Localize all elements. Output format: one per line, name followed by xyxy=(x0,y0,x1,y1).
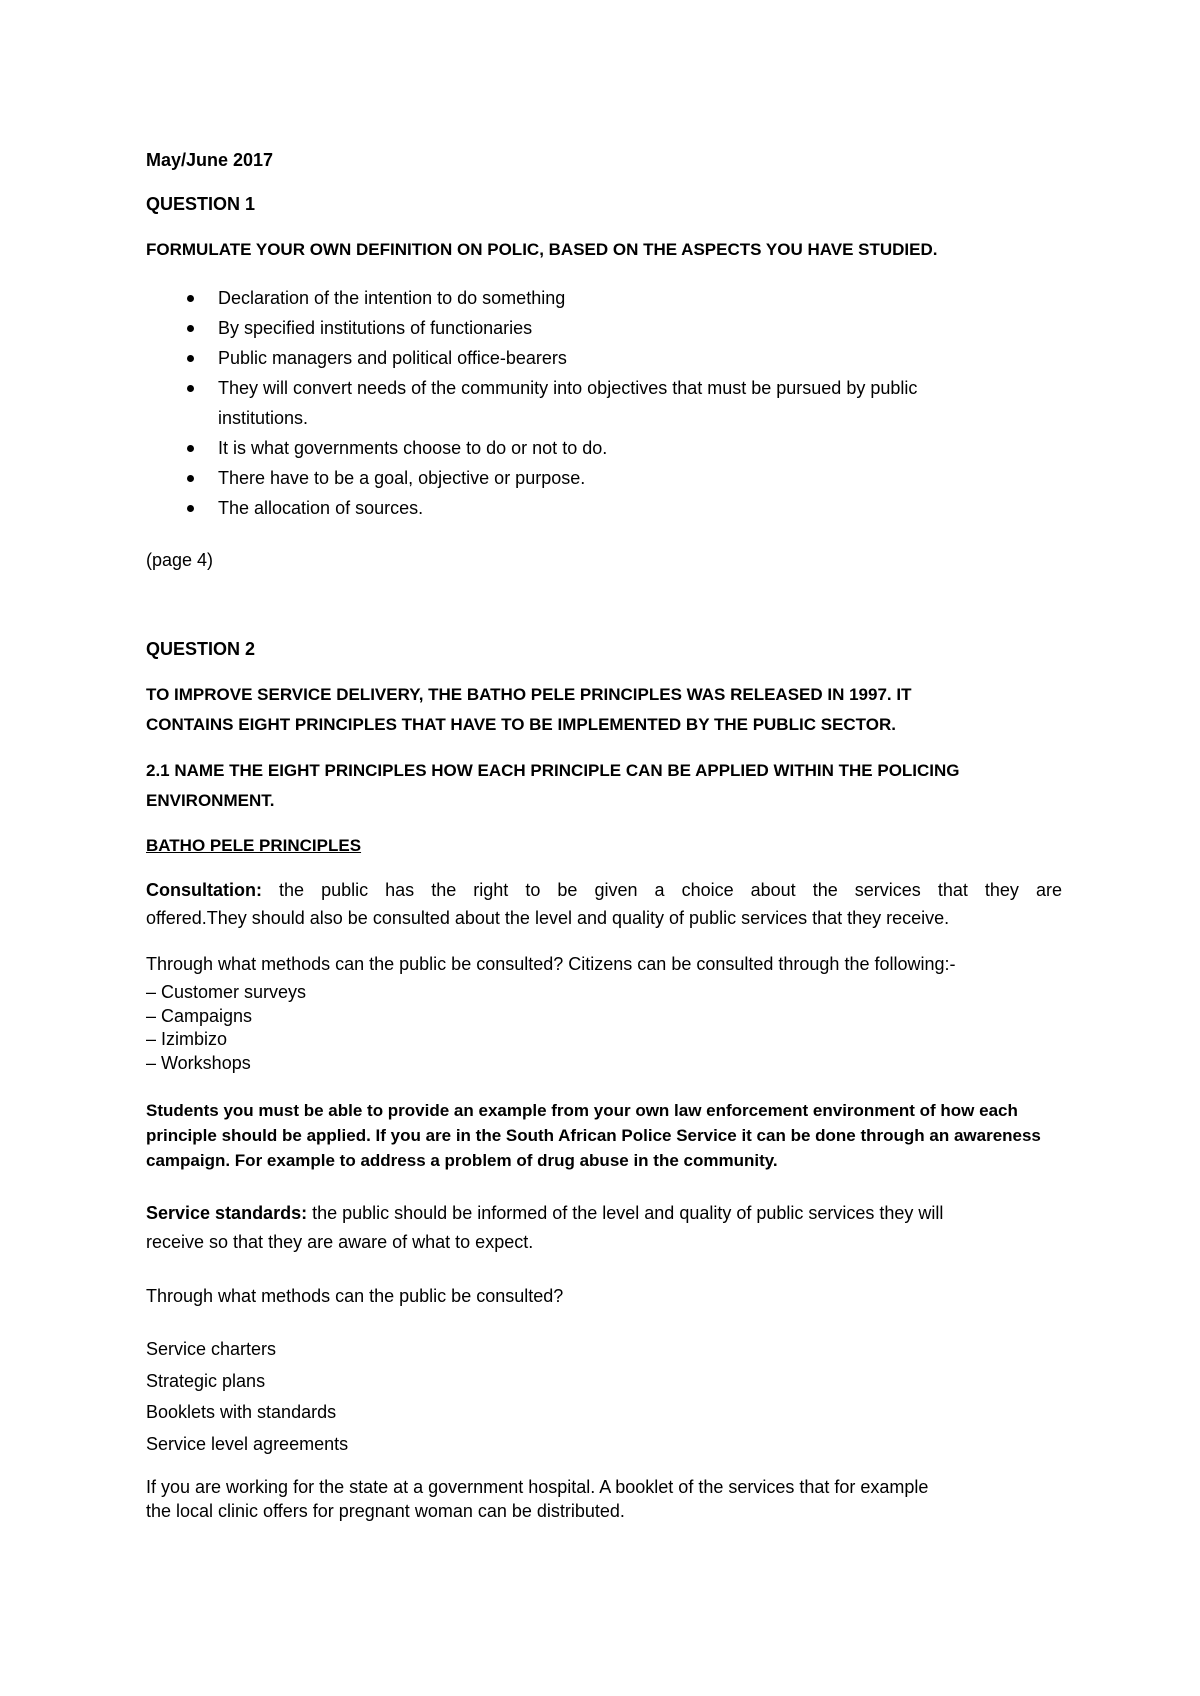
question-1-bullet-list xyxy=(146,283,1066,523)
students-note-line-3: campaign. For example to address a problem of drug abuse in the community. xyxy=(146,1151,778,1170)
question-2-prompt-line-1: TO IMPROVE SERVICE DELIVERY, THE BATHO PELE PRINCIPLES WAS RELEASED IN 1997. IT xyxy=(146,685,912,704)
service-standards-text-1: the public should be informed of the level and quality of public services they will xyxy=(307,1203,944,1223)
question-2-label: QUESTION 2 xyxy=(146,639,256,659)
bullet-icon xyxy=(187,385,194,392)
list-item: Strategic plans xyxy=(146,1370,266,1391)
list-item: Public managers and political office-bearers xyxy=(146,343,1066,373)
list-item: – Workshops xyxy=(146,1052,251,1073)
question-1-prompt: FORMULATE YOUR OWN DEFINITION ON POLIC, BASED ON THE ASPECTS YOU HAVE STUDIED. xyxy=(146,240,938,259)
bullet-icon xyxy=(187,295,194,302)
service-standards-paragraph xyxy=(146,1199,1062,1257)
list-item: – Customer surveys xyxy=(146,982,307,1002)
students-note-line-2: principle should be applied. If you are in the South African Police Service it can be done through an awareness xyxy=(146,1126,1041,1145)
exam-date: May/June 2017 xyxy=(146,150,274,170)
bullet-icon xyxy=(187,325,194,332)
list-item: It is what governments choose to do or not to do. xyxy=(146,433,1066,463)
consultation-methods-list xyxy=(146,981,306,1075)
question-2-1-line-1: 2.1 NAME THE EIGHT PRINCIPLES HOW EACH PRINCIPLE CAN BE APPLIED WITHIN THE POLICING xyxy=(146,761,960,780)
list-item: They will convert needs of the community into objectives that must be pursued by public xyxy=(146,373,1066,403)
bullet-icon xyxy=(187,355,194,362)
consultation-paragraph xyxy=(146,876,1062,932)
service-standards-list xyxy=(146,1334,348,1460)
question-1-label: QUESTION 1 xyxy=(146,194,256,214)
hospital-example xyxy=(146,1476,928,1523)
list-item: – Izimbizo xyxy=(146,1029,228,1049)
list-item: Service level agreements xyxy=(146,1433,349,1454)
consultation-methods-question: Through what methods can the public be consulted? Citizens can be consulted through the following:- xyxy=(146,954,956,974)
list-item: The allocation of sources. xyxy=(146,493,1066,523)
consultation-text-1: the public has the right to be given a choice about the services that they are xyxy=(261,880,1062,900)
consultation-text-2: offered.They should also be consulted about the level and quality of public services that they receive. xyxy=(146,908,950,928)
list-item-continuation: institutions. xyxy=(218,408,309,428)
page-reference: (page 4) xyxy=(146,550,214,570)
consultation-term: Consultation: xyxy=(146,880,262,900)
list-item: Service charters xyxy=(146,1339,277,1359)
hospital-example-line-1: If you are working for the state at a government hospital. A booklet of the services that for example xyxy=(146,1477,929,1497)
students-note-line-1: Students you must be able to provide an example from your own law enforcement environment of how each xyxy=(146,1101,1018,1120)
hospital-example-line-2: the local clinic offers for pregnant woman can be distributed. xyxy=(146,1500,625,1521)
list-item: – Campaigns xyxy=(146,1005,253,1026)
bullet-icon xyxy=(187,475,194,482)
question-2-1-line-2: ENVIRONMENT. xyxy=(146,791,275,810)
students-note xyxy=(146,1098,1076,1173)
bullet-icon xyxy=(187,445,194,452)
list-item: Booklets with standards xyxy=(146,1402,337,1422)
list-item: There have to be a goal, objective or purpose. xyxy=(146,463,1066,493)
question-2-prompt-line-2: CONTAINS EIGHT PRINCIPLES THAT HAVE TO BE IMPLEMENTED BY THE PUBLIC SECTOR. xyxy=(146,715,896,734)
service-standards-methods-question: Through what methods can the public be consulted? xyxy=(146,1286,564,1306)
service-standards-term: Service standards: xyxy=(146,1203,308,1223)
list-item: By specified institutions of functionaries xyxy=(146,313,1066,343)
section-heading: BATHO PELE PRINCIPLES xyxy=(146,836,362,855)
bullet-icon xyxy=(187,505,194,512)
service-standards-text-2: receive so that they are aware of what to expect. xyxy=(146,1232,534,1252)
list-item: Declaration of the intention to do something xyxy=(146,283,1066,313)
